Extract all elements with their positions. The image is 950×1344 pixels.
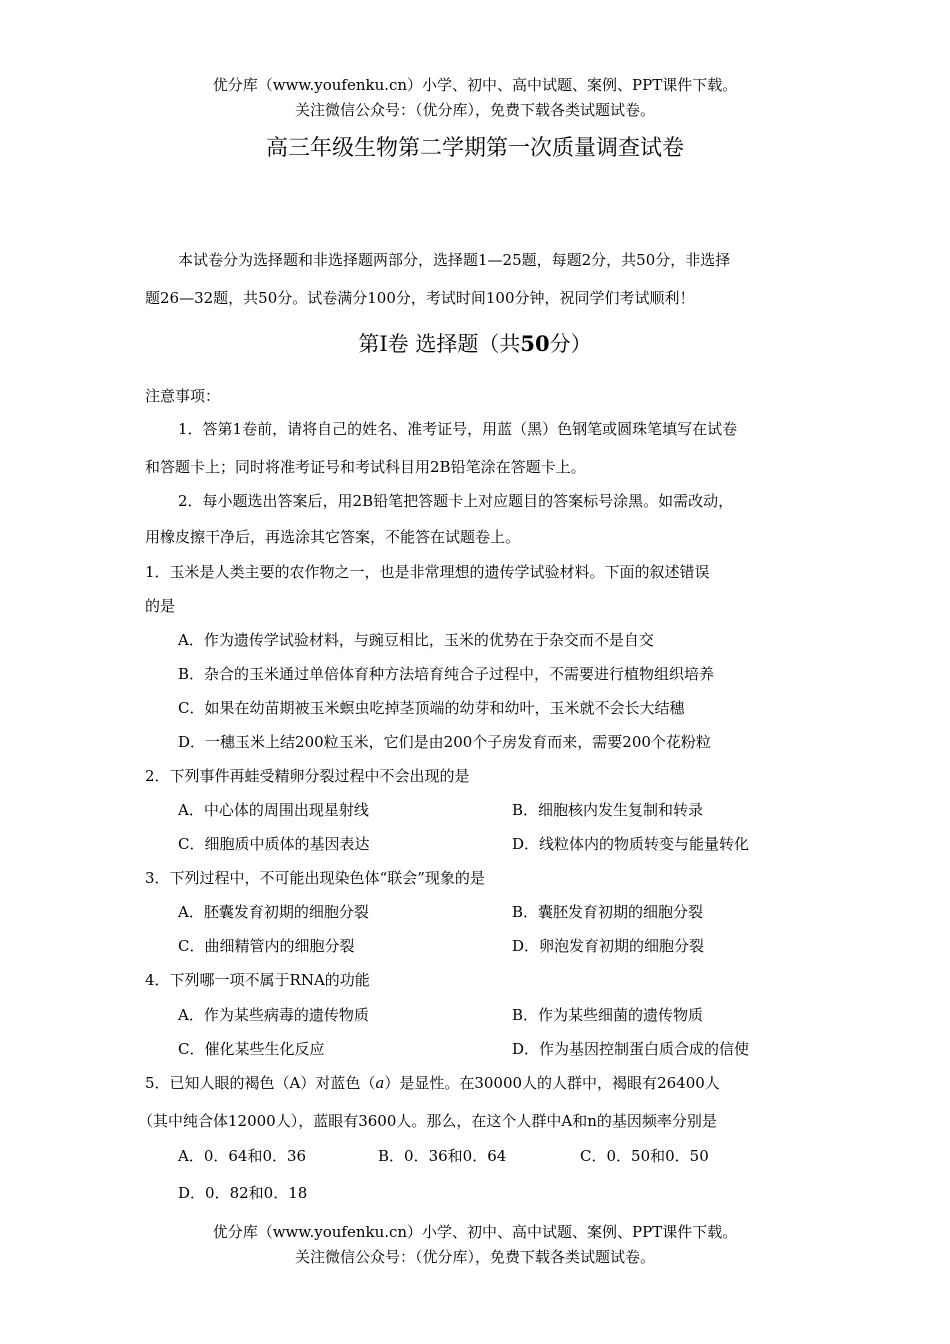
footer-line-1: 优分库（www.youfenku.cn）小学、初中、高中试题、案例、PPT课件下载。	[212, 1223, 738, 1241]
header-line-2: 关注微信公众号：（优分库），免费下载各类试题试卷。	[294, 101, 655, 119]
q4-option-b: B．作为某些细菌的遗传物质	[512, 1006, 704, 1024]
q2-option-a: A．中心体的周围出现星射线	[178, 801, 369, 819]
q4-option-c: C．催化某些生化反应	[178, 1040, 325, 1058]
q4-option-d: D．作为基因控制蛋白质合成的信使	[512, 1040, 750, 1058]
q2-option-b: B．细胞核内发生复制和转录	[512, 801, 704, 819]
q5-stem-pre: 5．已知人眼的褐色（A）对蓝色（	[145, 1074, 376, 1092]
q1-option-a: A．作为遗传学试验材料，与豌豆相比，玉米的优势在于杂交而不是自交	[178, 631, 654, 649]
q2-option-d: D．线粒体内的物质转变与能量转化	[512, 835, 750, 853]
q5-stem-italic: a	[375, 1074, 385, 1092]
section-heading	[0, 328, 950, 358]
q3-option-a: A．胚囊发育初期的细胞分裂	[178, 903, 369, 921]
q5-stem-line-2: （其中纯合体12000人），蓝眼有3600人。那么，在这个人群中A和n的基因频率分别是	[138, 1112, 717, 1130]
q2-option-c: C．细胞质中质体的基因表达	[178, 835, 370, 853]
q5-stem-line-1	[145, 1072, 720, 1093]
q3-option-b: B．囊胚发育初期的细胞分裂	[512, 903, 704, 921]
notes-heading: 注意事项：	[145, 387, 221, 405]
note-2-line-2: 用橡皮擦干净后，再选涂其它答案，不能答在试题卷上。	[145, 528, 521, 546]
q2-stem: 2．下列事件再蛙受精卵分裂过程中不会出现的是	[145, 767, 470, 785]
q4-stem: 4．下列哪一项不属于RNA的功能	[145, 971, 370, 989]
header-line-1: 优分库（www.youfenku.cn）小学、初中、高中试题、案例、PPT课件下载。	[212, 76, 738, 94]
note-1-line-2: 和答题卡上；同时将准考证号和考试科目用2B铅笔涂在答题卡上。	[145, 458, 586, 476]
q4-option-a: A．作为某些病毒的遗传物质	[178, 1006, 369, 1024]
q1-option-d: D．一穗玉米上结200粒玉米，它们是由200个子房发育而来，需要200个花粉粒	[178, 733, 711, 751]
q5-option-a: A．0．64和0．36	[178, 1147, 307, 1165]
page-title: 高三年级生物第二学期第一次质量调查试卷	[265, 136, 684, 161]
section-suffix: 分）	[549, 332, 592, 356]
intro-line-1: 本试卷分为选择题和非选择题两部分，选择题1—25题，每题2分，共50分，非选择	[178, 251, 731, 269]
note-1-line-1: 1．答第1卷前，请将自己的姓名、准考证号，用蓝（黑）色钢笔或圆珠笔填写在试卷	[178, 420, 738, 438]
q3-stem: 3．下列过程中，不可能出现染色体“联会”现象的是	[145, 869, 485, 887]
section-score: 50	[520, 331, 550, 356]
footer-line-2: 关注微信公众号：（优分库），免费下载各类试题试卷。	[294, 1248, 655, 1266]
q5-option-c: C．0．50和0．50	[580, 1147, 709, 1165]
q3-option-c: C．曲细精管内的细胞分裂	[178, 937, 355, 955]
q1-option-c: C．如果在幼苗期被玉米螟虫吃掉茎顶端的幼芽和幼叶，玉米就不会长大结穗	[178, 699, 685, 717]
intro-line-2: 题26—32题，共50分。试卷满分100分，考试时间100分钟，祝同学们考试顺利！	[145, 289, 695, 307]
q1-stem-line-2: 的是	[145, 597, 176, 615]
section-prefix: 第Ⅰ卷 选择题（共	[358, 332, 521, 356]
q5-option-b: B．0．36和0．64	[378, 1147, 507, 1165]
q1-stem-line-1: 1．玉米是人类主要的农作物之一，也是非常理想的遗传学试验材料。下面的叙述错误	[145, 563, 710, 581]
q5-option-d: D．0．82和0．18	[178, 1184, 308, 1202]
q5-stem-post: ）是显性。在30000人的人群中，褐眼有26400人	[384, 1074, 720, 1092]
q3-option-d: D．卵泡发育初期的细胞分裂	[512, 937, 705, 955]
note-2-line-1: 2．每小题选出答案后，用2B铅笔把答题卡上对应题目的答案标号涂黑。如需改动，	[178, 492, 734, 510]
q1-option-b: B．杂合的玉米通过单倍体育种方法培育纯合子过程中，不需要进行植物组织培养	[178, 665, 715, 683]
